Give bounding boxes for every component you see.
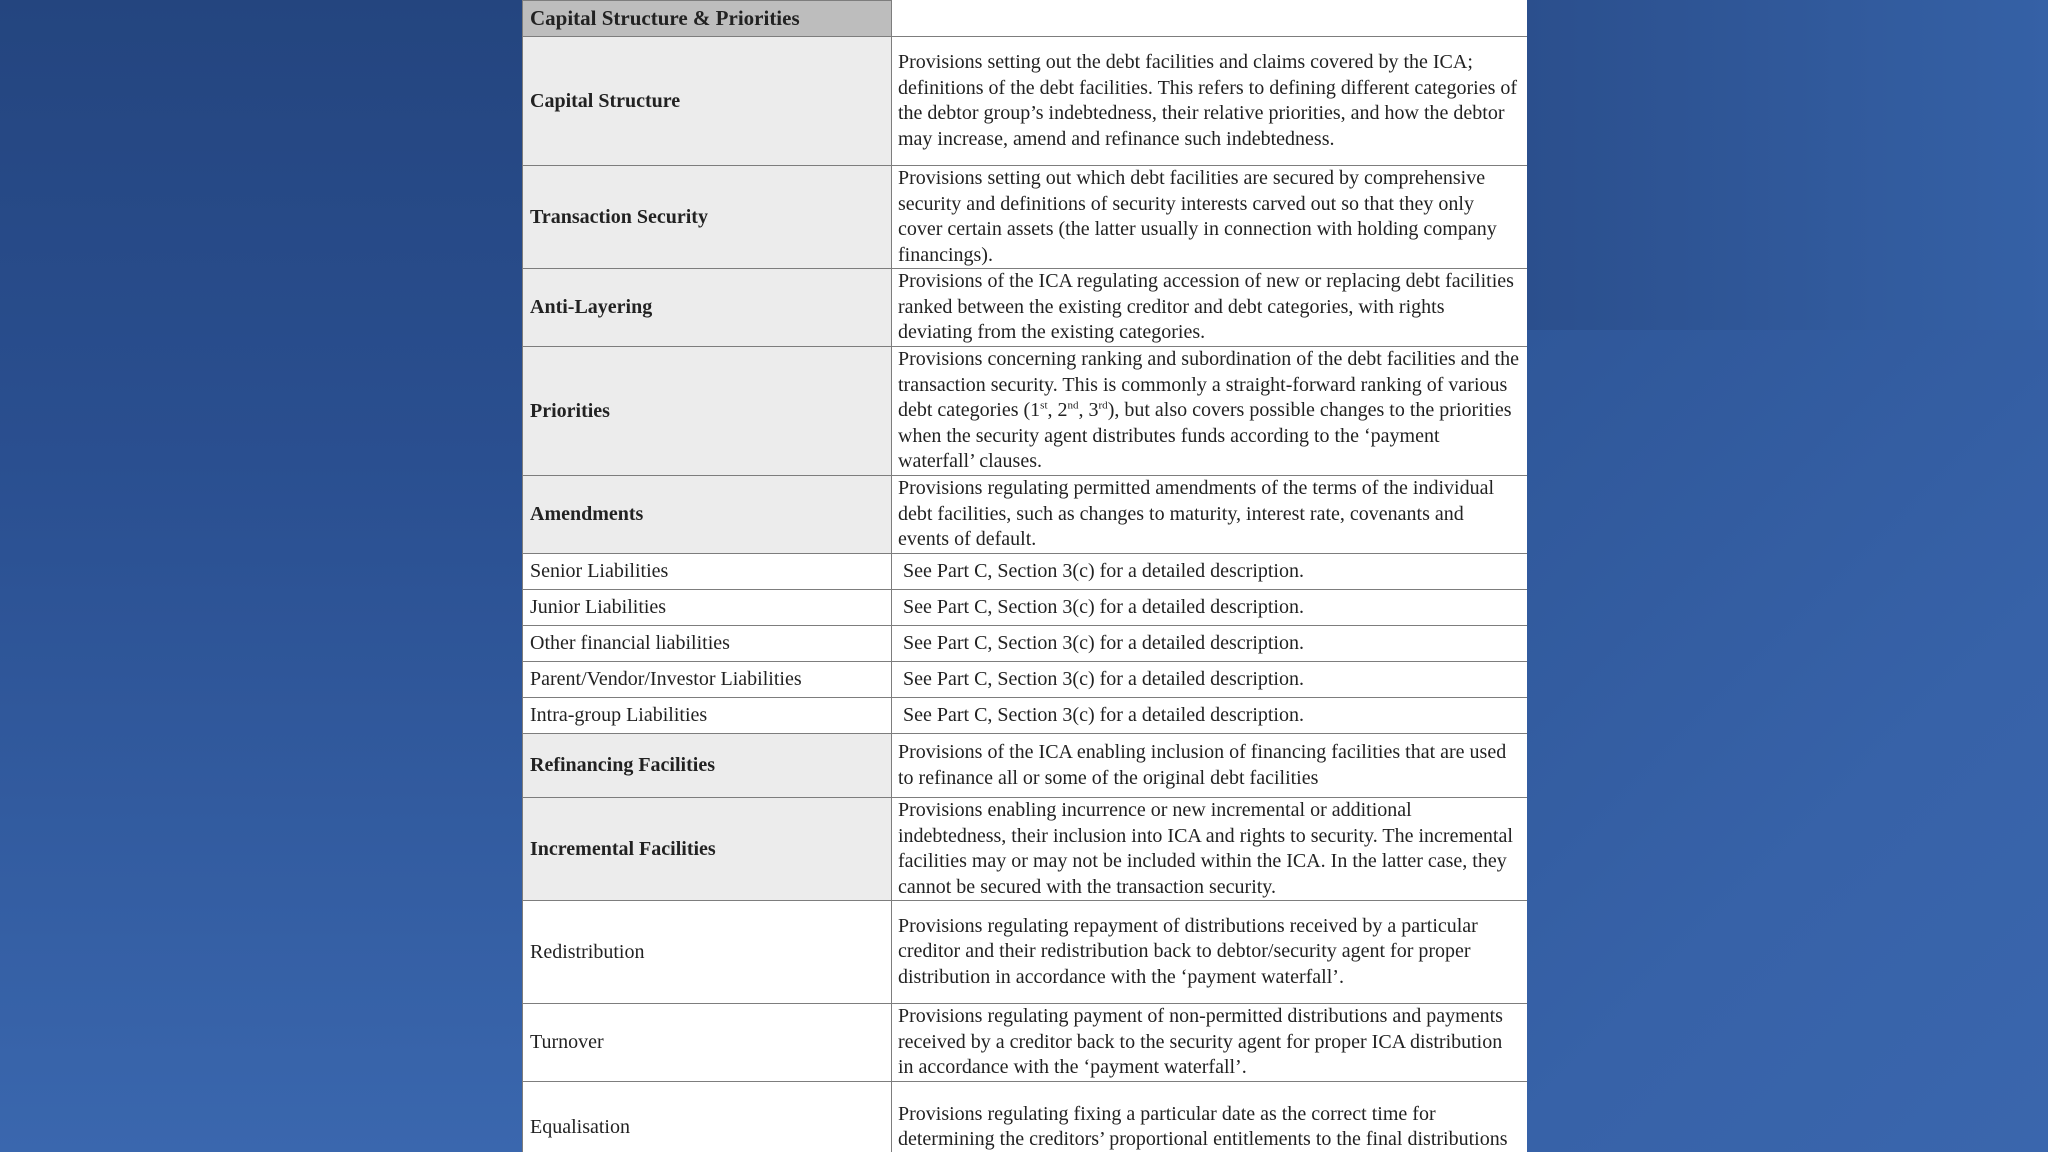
table-row xyxy=(523,734,1528,798)
row-description: Provisions of the ICA regulating accession of new or replacing debt facilities ranked between the existing creditor and debt categories, with rights deviating from the existing categories. xyxy=(892,269,1528,347)
row-description: See Part C, Section 3(c) for a detailed description. xyxy=(892,554,1528,590)
row-label-senior-liabilities: Senior Liabilities xyxy=(523,554,892,590)
capital-structure-table xyxy=(522,0,1527,1152)
row-label-junior-liabilities: Junior Liabilities xyxy=(523,590,892,626)
row-description: Provisions regulating permitted amendments of the terms of the individual debt facilities, such as changes to maturity, interest rate, covenants and events of default. xyxy=(892,476,1528,554)
row-label-turnover: Turnover xyxy=(523,1004,892,1082)
priorities-sep-2: , 3 xyxy=(1078,399,1099,422)
background-right-bottom xyxy=(1527,330,2048,1152)
table-row xyxy=(523,626,1528,662)
superscript-rd: rd xyxy=(1098,399,1108,412)
priorities-text-start: Provisions concerning ranking and subordination of the debt facilities and the transaction security. This is commonly a straight-forward ranking of various debt categories (1 xyxy=(898,348,1519,422)
table-header-blank xyxy=(892,1,1528,37)
row-description: Provisions setting out the debt facilities and claims covered by the ICA; definitions of the debt facilities. This refers to defining different categories of the debtor group’s indebtedness, their relative priorities, and how the debtor may increase, amend and refinance such indebtedness. xyxy=(892,37,1528,166)
row-label-intra-group-liabilities: Intra-group Liabilities xyxy=(523,698,892,734)
superscript-nd: nd xyxy=(1067,399,1079,412)
table-row xyxy=(523,1004,1528,1082)
table-header-row xyxy=(523,1,1528,37)
row-label-incremental-facilities: Incremental Facilities xyxy=(523,798,892,901)
row-label-parent-vendor-investor-liabilities: Parent/Vendor/Investor Liabilities xyxy=(523,662,892,698)
row-label-amendments: Amendments xyxy=(523,476,892,554)
row-label-other-financial-liabilities: Other financial liabilities xyxy=(523,626,892,662)
row-description: Provisions setting out which debt facilities are secured by comprehensive security and definitions of security interests carved out so that they only cover certain assets (the latter usually in connection with holding company financings). xyxy=(892,166,1528,269)
table-row xyxy=(523,590,1528,626)
row-description-priorities xyxy=(892,347,1528,476)
row-label-transaction-security: Transaction Security xyxy=(523,166,892,269)
row-label-redistribution: Redistribution xyxy=(523,901,892,1004)
row-label-equalisation: Equalisation xyxy=(523,1082,892,1152)
table-row xyxy=(523,554,1528,590)
table-row xyxy=(523,476,1528,554)
background-right-top xyxy=(1527,0,2048,330)
priorities-text-end: ), but also covers possible changes to the priorities when the security agent distributes funds according to the ‘payment waterfall’ clauses. xyxy=(898,399,1512,473)
row-label-priorities: Priorities xyxy=(523,347,892,476)
table-row xyxy=(523,166,1528,269)
table-row xyxy=(523,901,1528,1004)
row-description: Provisions enabling incurrence or new incremental or additional indebtedness, their inclusion into ICA and rights to security. The incremental facilities may or may not be included within the ICA. In the latter case, they cannot be secured with the transaction security. xyxy=(892,798,1528,901)
table-row xyxy=(523,347,1528,476)
row-description: See Part C, Section 3(c) for a detailed description. xyxy=(892,698,1528,734)
row-description: See Part C, Section 3(c) for a detailed description. xyxy=(892,662,1528,698)
row-label-refinancing-facilities: Refinancing Facilities xyxy=(523,734,892,798)
table-row xyxy=(523,798,1528,901)
superscript-st: st xyxy=(1040,399,1048,412)
table-row xyxy=(523,662,1528,698)
table-row xyxy=(523,269,1528,347)
row-description: Provisions regulating payment of non-permitted distributions and payments received by a creditor back to the security agent for proper ICA distribution in accordance with the ‘payment waterfall’. xyxy=(892,1004,1528,1082)
row-description: Provisions regulating fixing a particular date as the correct time for determining the creditors’ proportional entitlements to the final distributions xyxy=(892,1082,1528,1152)
row-description: See Part C, Section 3(c) for a detailed description. xyxy=(892,590,1528,626)
priorities-sep-1: , 2 xyxy=(1047,399,1068,422)
row-label-capital-structure: Capital Structure xyxy=(523,37,892,166)
table-row xyxy=(523,37,1528,166)
row-label-anti-layering: Anti-Layering xyxy=(523,269,892,347)
table-header-title: Capital Structure & Priorities xyxy=(523,1,892,37)
background-left xyxy=(0,0,522,1152)
table-row xyxy=(523,698,1528,734)
document-page xyxy=(522,0,1527,1152)
row-description: Provisions regulating repayment of distributions received by a particular creditor and their redistribution back to debtor/security agent for proper distribution in accordance with the ‘payment waterfall’. xyxy=(892,901,1528,1004)
table-row xyxy=(523,1082,1528,1152)
row-description: See Part C, Section 3(c) for a detailed description. xyxy=(892,626,1528,662)
row-description: Provisions of the ICA enabling inclusion of financing facilities that are used to refinance all or some of the original debt facilities xyxy=(892,734,1528,798)
